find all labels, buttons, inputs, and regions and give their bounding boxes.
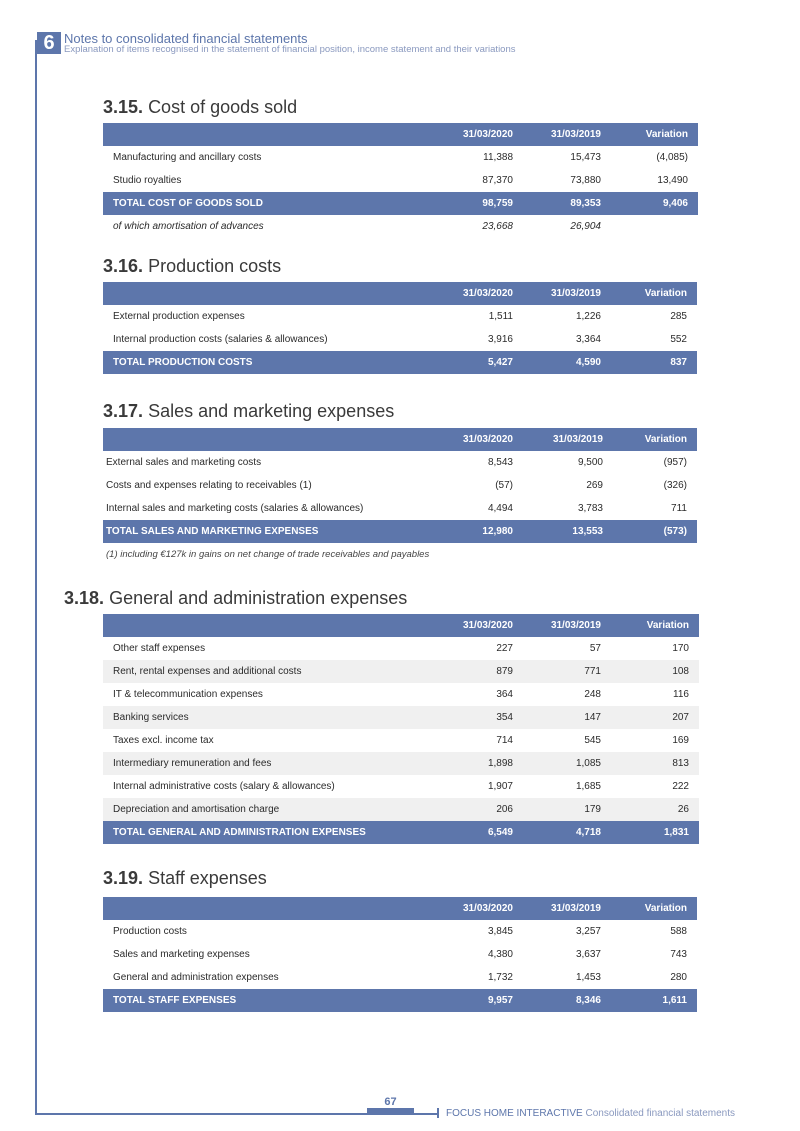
- header-col-2020: 31/03/2020: [443, 282, 523, 305]
- row-label: TOTAL STAFF EXPENSES: [103, 989, 443, 1012]
- header-col-variation: Variation: [611, 123, 698, 146]
- cell-variation: 285: [670, 311, 687, 322]
- table-row: [103, 474, 697, 497]
- header-col-variation: Variation: [611, 897, 697, 920]
- cell-2019: 8,346: [523, 989, 611, 1012]
- row-label: TOTAL SALES AND MARKETING EXPENSES: [103, 520, 443, 543]
- chapter-subtitle: Explanation of items recognised in the statement of financial position, income statement and their variations: [64, 44, 516, 55]
- row-label: Banking services: [103, 706, 443, 729]
- total-row: [103, 351, 697, 374]
- header-col-2020: 31/03/2020: [443, 897, 523, 920]
- cell-2019: 15,473: [570, 152, 601, 163]
- row-label: Other staff expenses: [113, 643, 206, 654]
- row-label: TOTAL COST OF GOODS SOLD: [103, 192, 443, 215]
- section-title-3-17: [103, 401, 394, 422]
- header-label-cell: [103, 614, 443, 637]
- row-label: External sales and marketing costs: [106, 457, 262, 468]
- cost-of-goods-sold-table: [103, 123, 698, 238]
- header-label-cell: [103, 282, 443, 305]
- cell-2020: 8,543: [487, 457, 513, 468]
- footnote: (1) including €127k in gains on net change of trade receivables and payables: [106, 549, 430, 560]
- table-header-row: [103, 282, 697, 305]
- cell-variation: (326): [663, 480, 687, 491]
- header-col-2020: 31/03/2020: [443, 614, 523, 637]
- cell-variation: (4,085): [656, 152, 688, 163]
- table-row: [103, 146, 698, 169]
- cell-2019: 4,718: [523, 821, 611, 844]
- general-administration-expenses-table: [103, 614, 699, 844]
- table-row: [103, 169, 698, 192]
- row-label: Costs and expenses relating to receivables (1): [106, 480, 312, 491]
- row-label: Rent, rental expenses and additional costs: [103, 660, 443, 683]
- row-label: Internal administrative costs (salary & allowances): [113, 781, 335, 792]
- section-label: Staff expenses: [148, 868, 267, 888]
- cell-variation: 813: [611, 752, 699, 775]
- header-col-2019: 31/03/2019: [523, 897, 611, 920]
- table-row: [103, 328, 697, 351]
- production-costs-table: [103, 282, 697, 374]
- footer-company: FOCUS HOME INTERACTIVE: [446, 1108, 583, 1119]
- cell-2019: 9,500: [577, 457, 603, 468]
- section-number: 3.18.: [64, 588, 105, 608]
- cell-variation: 13,490: [657, 175, 688, 186]
- cell-variation: 26: [611, 798, 699, 821]
- table-row: [103, 706, 699, 729]
- header-col-2019: 31/03/2019: [523, 282, 611, 305]
- chapter-number-badge: 6: [37, 32, 61, 54]
- cell-variation: 170: [672, 643, 689, 654]
- section-label: Sales and marketing expenses: [148, 401, 395, 421]
- cell-2020: 11,388: [483, 152, 513, 163]
- cell-2019: 73,880: [570, 175, 601, 186]
- cell-2019: 269: [586, 480, 603, 491]
- table-header-row: [103, 614, 699, 637]
- cell-2020: 5,427: [443, 351, 523, 374]
- cell-2020: 1,898: [443, 752, 523, 775]
- section-number: 3.19.: [103, 868, 144, 888]
- cell-2019: 57: [589, 643, 601, 654]
- header-label-cell: [103, 123, 443, 146]
- header-col-2019: 31/03/2019: [523, 614, 611, 637]
- section-title-3-16: [103, 256, 281, 277]
- cell-2019: 4,590: [523, 351, 611, 374]
- header-col-2020: 31/03/2020: [443, 428, 523, 451]
- section-label: General and administration expenses: [109, 588, 408, 608]
- cell-2020: 3,916: [487, 334, 513, 345]
- table-header-row: [103, 897, 697, 920]
- cell-2020: 714: [496, 735, 513, 746]
- table-header-row: [103, 428, 697, 451]
- cell-2019: 1,085: [523, 752, 611, 775]
- cell-2019: 1,226: [575, 311, 601, 322]
- table-header-row: [103, 123, 698, 146]
- cell-variation: 588: [670, 926, 687, 937]
- header-col-2019: 31/03/2019: [523, 123, 611, 146]
- cell-2020: 1,511: [488, 311, 513, 322]
- section-label: Cost of goods sold: [148, 97, 298, 117]
- row-label: Taxes excl. income tax: [113, 735, 214, 746]
- section-number: 3.17.: [103, 401, 144, 421]
- table-row: [103, 305, 697, 328]
- cell-2020: 1,907: [487, 781, 513, 792]
- table-row: [103, 920, 697, 943]
- cell-2019: 179: [523, 798, 611, 821]
- sales-marketing-expenses-table: [103, 428, 697, 543]
- footer-doc-title: Consolidated financial statements: [585, 1108, 735, 1119]
- cell-variation: (573): [613, 520, 697, 543]
- cell-2019: 147: [523, 706, 611, 729]
- bottom-tick: [437, 1108, 439, 1118]
- table-row: [103, 497, 697, 520]
- section-title-3-15: [103, 97, 297, 118]
- cell-2020: 206: [443, 798, 523, 821]
- table-row: [103, 660, 699, 683]
- table-row-italic: [103, 215, 698, 238]
- cell-variation: 280: [670, 972, 687, 983]
- header-col-variation: Variation: [611, 282, 697, 305]
- cell-variation: 116: [673, 689, 689, 700]
- cell-2019: 89,353: [523, 192, 611, 215]
- cell-variation: 222: [672, 781, 689, 792]
- table-row: [103, 966, 697, 989]
- side-rule: [35, 40, 37, 1115]
- total-row: [103, 520, 697, 543]
- row-label: Production costs: [113, 926, 187, 937]
- table-row: [103, 798, 699, 821]
- header-label-cell: [103, 897, 443, 920]
- section-number: 3.16.: [103, 256, 144, 276]
- cell-variation: 169: [672, 735, 689, 746]
- table-row: [103, 775, 699, 798]
- table-row: [103, 943, 697, 966]
- cell-variation: 108: [611, 660, 699, 683]
- cell-variation: [611, 215, 698, 238]
- cell-variation: 9,406: [611, 192, 698, 215]
- section-title-3-19: [103, 868, 267, 889]
- table-row: [103, 729, 699, 752]
- cell-2020: 364: [496, 689, 513, 700]
- cell-2020: 879: [443, 660, 523, 683]
- cell-2020: 1,732: [487, 972, 513, 983]
- row-label: General and administration expenses: [113, 972, 279, 983]
- section-label: Production costs: [148, 256, 282, 276]
- page-number-bar: [367, 1108, 414, 1115]
- row-label: Studio royalties: [113, 175, 182, 186]
- page-number: 67: [384, 1096, 397, 1108]
- staff-expenses-table: [103, 897, 697, 1012]
- cell-variation: 1,831: [611, 821, 699, 844]
- row-label: Internal production costs (salaries & allowances): [113, 334, 328, 345]
- total-row: [103, 192, 698, 215]
- cell-2019: 3,637: [575, 949, 601, 960]
- cell-2020: 4,380: [487, 949, 513, 960]
- cell-variation: 207: [611, 706, 699, 729]
- total-row: [103, 821, 699, 844]
- header-label-cell: [103, 428, 443, 451]
- row-label: Intermediary remuneration and fees: [103, 752, 443, 775]
- cell-variation: 837: [611, 351, 697, 374]
- cell-2019: 13,553: [523, 520, 613, 543]
- cell-2020: 9,957: [443, 989, 523, 1012]
- row-label: TOTAL GENERAL AND ADMINISTRATION EXPENSES: [103, 821, 443, 844]
- footer: [446, 1108, 735, 1119]
- table-row: [103, 451, 697, 474]
- table-row: [103, 637, 699, 660]
- row-label: Internal sales and marketing costs (salaries & allowances): [106, 503, 364, 514]
- section-number: 3.15.: [103, 97, 144, 117]
- cell-2020: 12,980: [443, 520, 523, 543]
- chapter-title: Notes to consolidated financial statements: [64, 31, 308, 46]
- row-label: Sales and marketing expenses: [113, 949, 250, 960]
- cell-variation: (957): [663, 457, 687, 468]
- cell-variation: 711: [671, 503, 687, 514]
- cell-2020: 23,668: [482, 221, 513, 232]
- cell-2020: 354: [443, 706, 523, 729]
- cell-2019: 545: [584, 735, 601, 746]
- cell-variation: 743: [670, 949, 687, 960]
- cell-2019: 3,783: [577, 503, 603, 514]
- cell-variation: 552: [670, 334, 687, 345]
- cell-2020: 4,494: [487, 503, 513, 514]
- table-row: [103, 752, 699, 775]
- section-title-3-18: [64, 588, 407, 609]
- cell-2019: 3,364: [575, 334, 601, 345]
- header-col-variation: Variation: [613, 428, 697, 451]
- cell-2019: 248: [584, 689, 601, 700]
- cell-2020: 87,370: [482, 175, 513, 186]
- cell-2020: 3,845: [487, 926, 513, 937]
- row-label: IT & telecommunication expenses: [113, 689, 263, 700]
- row-label: of which amortisation of advances: [113, 221, 264, 232]
- row-label: TOTAL PRODUCTION COSTS: [103, 351, 443, 374]
- cell-2019: 1,453: [575, 972, 601, 983]
- cell-2020: 98,759: [443, 192, 523, 215]
- row-label: Depreciation and amortisation charge: [103, 798, 443, 821]
- row-label: Manufacturing and ancillary costs: [113, 152, 262, 163]
- header-col-variation: Variation: [611, 614, 699, 637]
- table-row: [103, 683, 699, 706]
- cell-variation: 1,611: [611, 989, 697, 1012]
- header-col-2020: 31/03/2020: [443, 123, 523, 146]
- header-col-2019: 31/03/2019: [523, 428, 613, 451]
- cell-2020: (57): [495, 480, 513, 491]
- row-label: External production expenses: [113, 311, 245, 322]
- cell-2020: 227: [496, 643, 513, 654]
- cell-2019: 26,904: [570, 221, 601, 232]
- cell-2019: 3,257: [575, 926, 601, 937]
- cell-2020: 6,549: [443, 821, 523, 844]
- total-row: [103, 989, 697, 1012]
- cell-2019: 1,685: [575, 781, 601, 792]
- cell-2019: 771: [523, 660, 611, 683]
